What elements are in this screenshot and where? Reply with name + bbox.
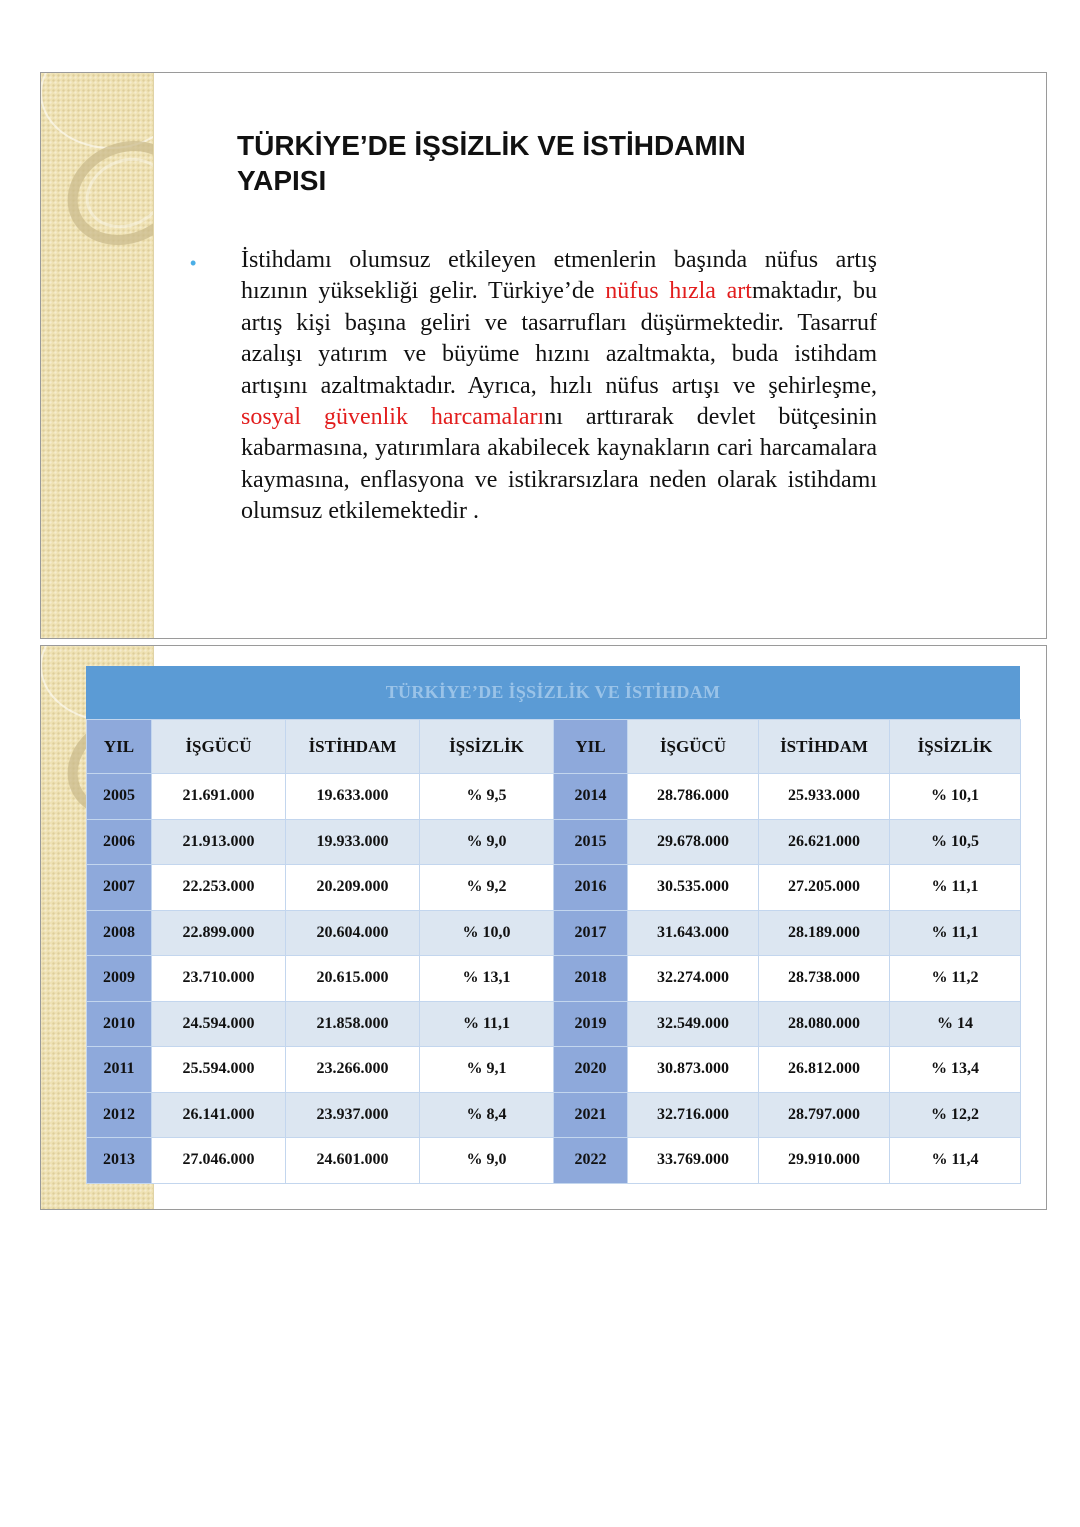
cell-unemployment: % 14: [890, 1001, 1021, 1047]
cell-unemployment: % 9,5: [420, 774, 554, 820]
table-row: [87, 1001, 1021, 1047]
cell-year: 2019: [554, 1001, 628, 1047]
cell-year: 2018: [554, 956, 628, 1002]
cell-labor-force: 27.046.000: [152, 1138, 286, 1184]
cell-year: 2017: [554, 910, 628, 956]
body-paragraph: [241, 245, 877, 528]
cell-year: 2009: [87, 956, 152, 1002]
table-row: [87, 774, 1021, 820]
cell-labor-force: 23.710.000: [152, 956, 286, 1002]
cell-year: 2006: [87, 819, 152, 865]
cell-unemployment: % 11,1: [890, 910, 1021, 956]
table-title: TÜRKİYE’DE İŞSİZLİK VE İSTİHDAM: [86, 666, 1020, 719]
cell-employment: 25.933.000: [759, 774, 890, 820]
cell-employment: 27.205.000: [759, 865, 890, 911]
decorative-rings-icon: [41, 73, 153, 639]
cell-year: 2015: [554, 819, 628, 865]
cell-labor-force: 30.873.000: [628, 1047, 759, 1093]
cell-labor-force: 26.141.000: [152, 1092, 286, 1138]
cell-employment: 21.858.000: [286, 1001, 420, 1047]
title-line-2: YAPISI: [237, 165, 327, 196]
cell-unemployment: % 9,1: [420, 1047, 554, 1093]
table-row: [87, 956, 1021, 1002]
cell-labor-force: 21.913.000: [152, 819, 286, 865]
cell-employment: 20.615.000: [286, 956, 420, 1002]
cell-employment: 23.266.000: [286, 1047, 420, 1093]
header-employment: İSTİHDAM: [286, 720, 420, 774]
cell-unemployment: % 10,1: [890, 774, 1021, 820]
cell-labor-force: 22.899.000: [152, 910, 286, 956]
cell-employment: 20.604.000: [286, 910, 420, 956]
cell-year: 2022: [554, 1138, 628, 1184]
cell-unemployment: % 13,1: [420, 956, 554, 1002]
cell-unemployment: % 9,2: [420, 865, 554, 911]
header-labor-force: İŞGÜCÜ: [628, 720, 759, 774]
paragraph-text-3: nı arttırarak devlet bütçesinin kabarmasına, yatırımlara akabilecek kaynakların cari harcamalara kaymasına, enflasyona ve istikrarsızlara neden olarak istihdamı olumsuz etkilemektedir .: [241, 404, 877, 525]
cell-employment: 24.601.000: [286, 1138, 420, 1184]
header-unemployment: İŞSİZLİK: [420, 720, 554, 774]
cell-labor-force: 30.535.000: [628, 865, 759, 911]
cell-labor-force: 32.549.000: [628, 1001, 759, 1047]
cell-labor-force: 32.274.000: [628, 956, 759, 1002]
cell-unemployment: % 10,5: [890, 819, 1021, 865]
cell-labor-force: 25.594.000: [152, 1047, 286, 1093]
header-unemployment: İŞSİZLİK: [890, 720, 1021, 774]
cell-labor-force: 28.786.000: [628, 774, 759, 820]
cell-year: 2014: [554, 774, 628, 820]
cell-unemployment: % 9,0: [420, 819, 554, 865]
employment-table: [86, 666, 1020, 1184]
cell-labor-force: 32.716.000: [628, 1092, 759, 1138]
cell-year: 2005: [87, 774, 152, 820]
cell-unemployment: % 11,1: [420, 1001, 554, 1047]
cell-labor-force: 22.253.000: [152, 865, 286, 911]
table-header-row: [87, 720, 1021, 774]
cell-unemployment: % 10,0: [420, 910, 554, 956]
cell-year: 2020: [554, 1047, 628, 1093]
cell-employment: 19.933.000: [286, 819, 420, 865]
cell-unemployment: % 12,2: [890, 1092, 1021, 1138]
cell-year: 2008: [87, 910, 152, 956]
cell-unemployment: % 8,4: [420, 1092, 554, 1138]
cell-labor-force: 29.678.000: [628, 819, 759, 865]
header-year: YIL: [87, 720, 152, 774]
cell-year: 2010: [87, 1001, 152, 1047]
cell-year: 2007: [87, 865, 152, 911]
paragraph-text-2: maktadır, bu artış kişi başına geliri ve tasarrufları düşürmektedir. Tasarruf azalışı yatırım ve büyüme hızını azaltmakta, buda istihdam artışını azaltmaktadır. Ayrıca, hızlı nüfus artışı ve şehirleşme,: [241, 278, 878, 399]
cell-unemployment: % 11,4: [890, 1138, 1021, 1184]
cell-employment: 23.937.000: [286, 1092, 420, 1138]
table-row: [87, 1092, 1021, 1138]
cell-labor-force: 33.769.000: [628, 1138, 759, 1184]
cell-employment: 28.080.000: [759, 1001, 890, 1047]
decorative-strip: [41, 73, 154, 638]
cell-year: 2013: [87, 1138, 152, 1184]
cell-labor-force: 24.594.000: [152, 1001, 286, 1047]
cell-unemployment: % 9,0: [420, 1138, 554, 1184]
cell-employment: 26.621.000: [759, 819, 890, 865]
cell-employment: 28.189.000: [759, 910, 890, 956]
cell-employment: 19.633.000: [286, 774, 420, 820]
cell-labor-force: 31.643.000: [628, 910, 759, 956]
highlight-social-security: sosyal güvenlik harcamaları: [241, 404, 545, 431]
highlight-population-growth: nüfus hızla art: [605, 278, 752, 305]
cell-year: 2016: [554, 865, 628, 911]
cell-employment: 20.209.000: [286, 865, 420, 911]
data-table: [86, 719, 1021, 1184]
cell-unemployment: % 11,2: [890, 956, 1021, 1002]
cell-labor-force: 21.691.000: [152, 774, 286, 820]
paragraph-text-1: İstihdamı olumsuz etkileyen etmenlerin başında nüfus artış hızının yüksekliği gelir. Türkiye’de: [241, 247, 877, 305]
cell-unemployment: % 13,4: [890, 1047, 1021, 1093]
header-labor-force: İŞGÜCÜ: [152, 720, 286, 774]
cell-employment: 28.738.000: [759, 956, 890, 1002]
title-line-1: TÜRKİYE’DE İŞSİZLİK VE İSTİHDAMIN: [237, 130, 746, 161]
header-employment: İSTİHDAM: [759, 720, 890, 774]
table-row: [87, 910, 1021, 956]
table-row: [87, 865, 1021, 911]
cell-employment: 28.797.000: [759, 1092, 890, 1138]
cell-employment: 29.910.000: [759, 1138, 890, 1184]
cell-year: 2012: [87, 1092, 152, 1138]
table-row: [87, 1047, 1021, 1093]
cell-unemployment: % 11,1: [890, 865, 1021, 911]
slide-text: [40, 72, 1047, 639]
cell-year: 2021: [554, 1092, 628, 1138]
slide-table: [40, 645, 1047, 1210]
cell-employment: 26.812.000: [759, 1047, 890, 1093]
table-row: [87, 819, 1021, 865]
page-title: [237, 128, 746, 198]
bullet-icon: •: [190, 253, 197, 273]
table-row: [87, 1138, 1021, 1184]
cell-year: 2011: [87, 1047, 152, 1093]
header-year: YIL: [554, 720, 628, 774]
